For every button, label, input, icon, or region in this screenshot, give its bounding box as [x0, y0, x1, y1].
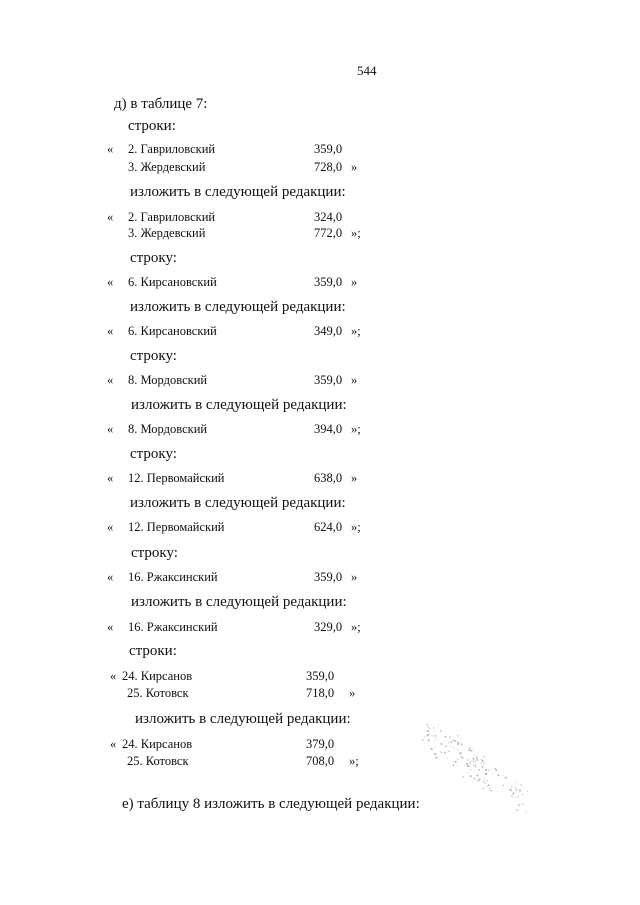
row-close-quote: »	[349, 686, 356, 700]
row-open-quote: «	[107, 570, 114, 584]
row-close-quote: »;	[351, 324, 361, 338]
row-value: 772,0	[314, 226, 343, 240]
row-close-quote: »;	[349, 754, 359, 768]
block-heading: строку:	[130, 250, 177, 266]
row-value: 624,0	[314, 520, 343, 534]
row-open-quote: «	[110, 737, 117, 751]
row-district-name: 12. Первомайский	[128, 520, 225, 534]
row-open-quote: «	[107, 275, 114, 289]
block-heading: строку:	[131, 545, 178, 561]
row-open-quote: «	[107, 520, 114, 534]
row-open-quote: «	[107, 471, 114, 485]
row-district-name: 12. Первомайский	[128, 471, 225, 485]
row-district-name: 24. Кирсанов	[122, 737, 193, 751]
row-value: 329,0	[314, 620, 343, 634]
block-heading: изложить в следующей редакции:	[130, 299, 346, 315]
row-district-name: 2. Гавриловский	[128, 142, 216, 156]
row-close-quote: »;	[351, 620, 361, 634]
row-value: 394,0	[314, 422, 343, 436]
row-district-name: 6. Кирсановский	[128, 275, 217, 289]
row-close-quote: »	[351, 373, 358, 387]
row-value: 324,0	[314, 210, 343, 224]
row-open-quote: «	[107, 373, 114, 387]
row-district-name: 25. Котовск	[127, 686, 189, 700]
row-open-quote: «	[110, 669, 117, 683]
block-heading: строки:	[129, 643, 177, 659]
row-district-name: 6. Кирсановский	[128, 324, 217, 338]
row-close-quote: »	[351, 160, 358, 174]
block-heading: изложить в следующей редакции:	[135, 711, 351, 727]
page-number: 544	[357, 63, 377, 78]
row-value: 359,0	[314, 570, 343, 584]
row-open-quote: «	[107, 422, 114, 436]
row-district-name: 16. Ржаксинский	[128, 620, 218, 634]
row-close-quote: »;	[351, 520, 361, 534]
row-district-name: 24. Кирсанов	[122, 669, 193, 683]
row-value: 379,0	[306, 737, 335, 751]
intro-line: д) в таблице 7:	[114, 96, 208, 112]
row-district-name: 3. Жердевский	[128, 226, 206, 240]
row-district-name: 2. Гавриловский	[128, 210, 216, 224]
outro-line: е) таблицу 8 изложить в следующей редакции:	[122, 796, 420, 812]
row-value: 359,0	[306, 669, 335, 683]
block-heading: строку:	[130, 348, 177, 364]
row-value: 728,0	[314, 160, 343, 174]
row-close-quote: »;	[351, 226, 361, 240]
row-open-quote: «	[107, 210, 114, 224]
row-value: 359,0	[314, 275, 343, 289]
row-district-name: 8. Мордовский	[128, 373, 208, 387]
row-district-name: 3. Жердевский	[128, 160, 206, 174]
row-close-quote: »	[351, 275, 358, 289]
row-district-name: 25. Котовск	[127, 754, 189, 768]
row-district-name: 8. Мордовский	[128, 422, 208, 436]
faint-stamp-mark	[420, 722, 530, 817]
row-value: 638,0	[314, 471, 343, 485]
row-district-name: 16. Ржаксинский	[128, 570, 218, 584]
row-value: 359,0	[314, 142, 343, 156]
row-close-quote: »;	[351, 422, 361, 436]
block-heading: изложить в следующей редакции:	[130, 184, 346, 200]
row-value: 718,0	[306, 686, 335, 700]
row-value: 708,0	[306, 754, 335, 768]
row-close-quote: »	[351, 570, 358, 584]
row-open-quote: «	[107, 620, 114, 634]
block-heading: изложить в следующей редакции:	[131, 397, 347, 413]
block-heading: изложить в следующей редакции:	[130, 495, 346, 511]
row-value: 349,0	[314, 324, 343, 338]
block-heading: строки:	[128, 118, 176, 134]
row-open-quote: «	[107, 142, 114, 156]
row-value: 359,0	[314, 373, 343, 387]
row-open-quote: «	[107, 324, 114, 338]
block-heading: строку:	[130, 446, 177, 462]
row-close-quote: »	[351, 471, 358, 485]
block-heading: изложить в следующей редакции:	[131, 594, 347, 610]
